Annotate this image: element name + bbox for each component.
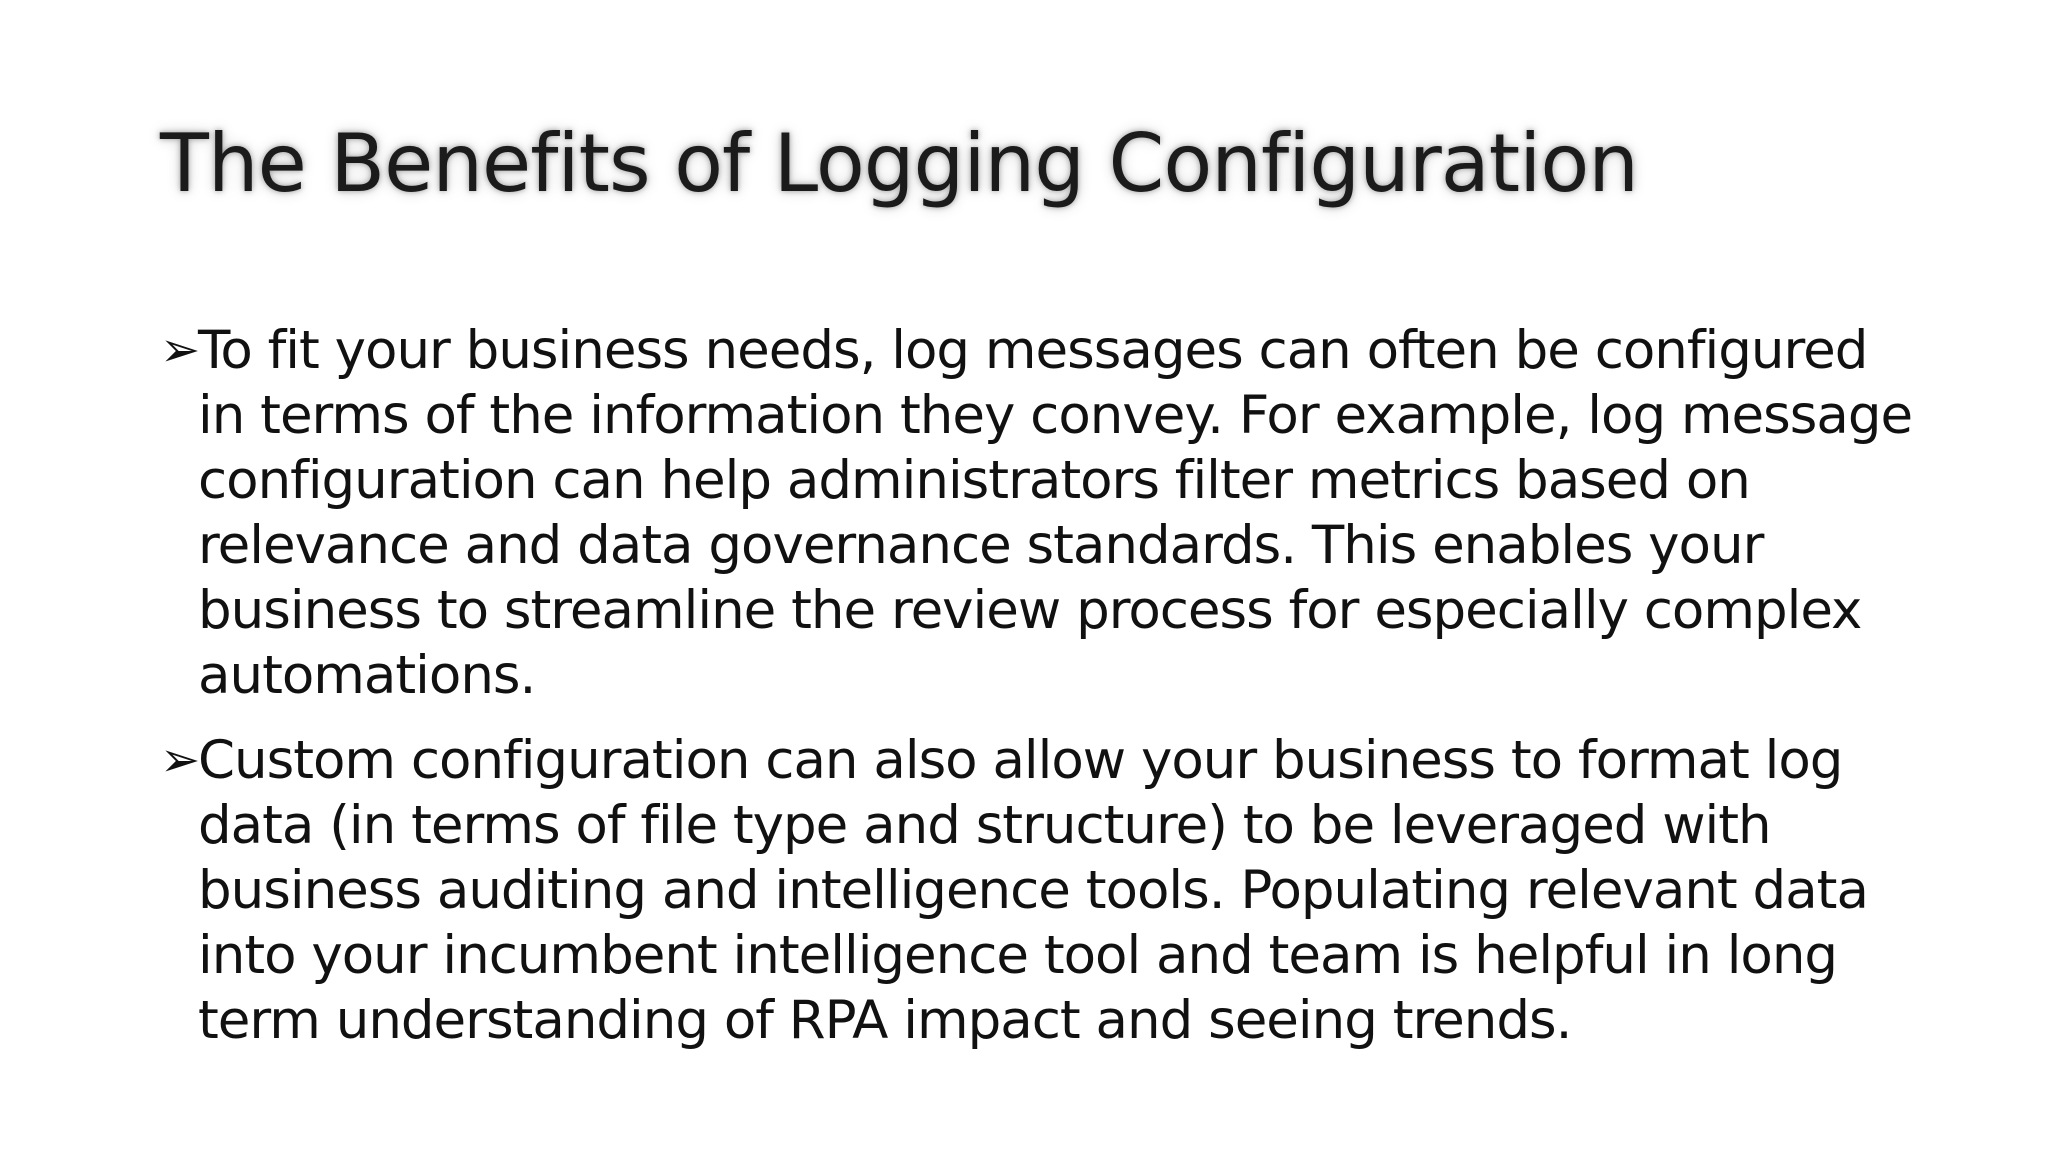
bullet-item xyxy=(160,728,1920,1053)
bullet-item xyxy=(160,318,1920,708)
bullet-text: To fit your business needs, log messages can often be configured in terms of the information they convey. For example, log message configuration can help administrators filter metrics based on relevance and data governance standards. This enables your business to streamline the review process for especially complex automations. xyxy=(198,320,1913,706)
arrowhead-bullet-icon: ➢ xyxy=(160,322,200,378)
slide-title: The Benefits of Logging Configuration xyxy=(160,117,1638,210)
bullet-text: Custom configuration can also allow your business to format log data (in terms of file type and structure) to be leveraged with business auditing and intelligence tools. Populating relevant data into your incumbent intelligence tool and team is helpful in long term understanding of RPA impact and seeing trends. xyxy=(198,730,1868,1051)
arrowhead-bullet-icon: ➢ xyxy=(160,732,200,788)
bullet-list xyxy=(160,318,1920,1073)
